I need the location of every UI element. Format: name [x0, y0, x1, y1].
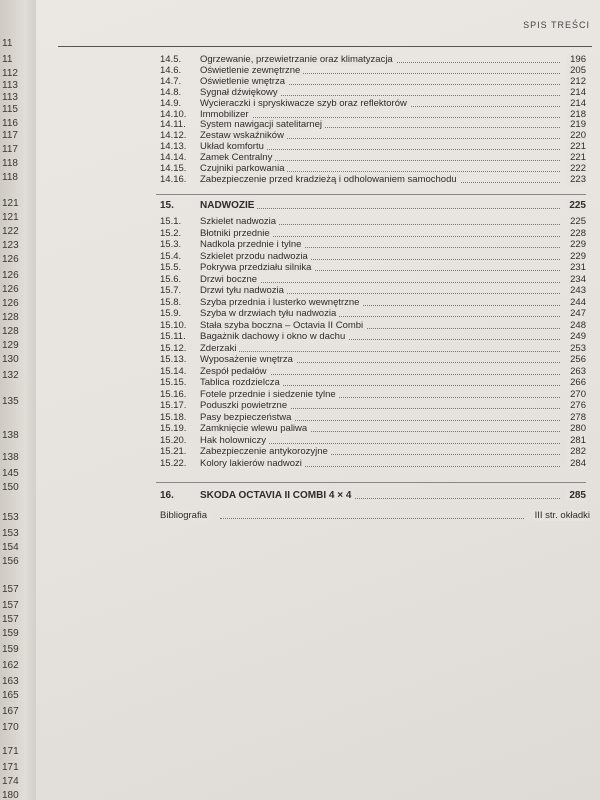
- entry-title: Poduszki powietrzne: [200, 400, 290, 411]
- entry-number: 14.9.: [160, 97, 182, 109]
- previous-page-edge: [0, 0, 36, 800]
- entry-title: Układ komfortu: [200, 141, 267, 152]
- prev-page-number: 123: [2, 240, 19, 251]
- prev-page-number: 128: [2, 312, 19, 323]
- toc-entry: [160, 308, 586, 320]
- prev-page-number: 157: [2, 614, 19, 625]
- entry-title: SKODA OCTAVIA II COMBI 4 × 4: [200, 490, 354, 501]
- entry-number: 14.8.: [160, 86, 182, 98]
- prev-page-number: 121: [2, 198, 19, 209]
- entry-title: Drzwi boczne: [200, 274, 260, 285]
- prev-page-number: 128: [2, 326, 19, 337]
- entry-title: NADWOZIE: [200, 200, 257, 211]
- entry-number: 15.20.: [160, 434, 187, 446]
- entry-page: 280: [567, 423, 586, 434]
- toc-page: [36, 0, 600, 800]
- entry-number: 14.5.: [160, 54, 182, 65]
- header-rule: [58, 46, 592, 47]
- entry-page: 231: [567, 262, 586, 273]
- toc-entry: [160, 297, 586, 309]
- entry-title: Pokrywa przedziału silnika: [200, 262, 314, 273]
- running-head: SPIS TREŚCI: [523, 20, 590, 30]
- entry-page: 221: [567, 152, 586, 163]
- prev-page-number: 165: [2, 690, 19, 701]
- entry-title: Zespół pedałów: [200, 366, 270, 377]
- prev-page-number: 126: [2, 298, 19, 309]
- entry-number: 15.1.: [160, 216, 182, 227]
- entry-page: 249: [567, 331, 586, 342]
- entry-page: 270: [567, 389, 586, 400]
- entry-title: Oświetlenie zewnętrzne: [200, 65, 303, 76]
- toc-entry: [160, 343, 586, 355]
- prev-page-number: 130: [2, 354, 19, 365]
- entry-number: 15.8.: [160, 296, 182, 308]
- toc-entry: [160, 458, 586, 470]
- prev-page-number: 162: [2, 660, 19, 671]
- entry-number: 16.: [160, 490, 174, 501]
- entry-page: 263: [567, 366, 586, 377]
- toc-entry: [160, 389, 586, 401]
- prev-page-number: 113: [2, 92, 18, 103]
- toc-entry: [160, 354, 586, 366]
- entry-title: Zabezpieczenie antykorozyjne: [200, 446, 331, 457]
- entry-number: 14.14.: [160, 152, 187, 164]
- entry-number: 15.16.: [160, 388, 187, 400]
- prev-page-number: 157: [2, 600, 19, 611]
- entry-page: 205: [567, 65, 586, 76]
- entry-page: 214: [567, 87, 586, 98]
- entry-title: System nawigacji satelitarnej: [200, 119, 325, 130]
- leader-dots: [200, 343, 560, 352]
- leader-dots: [220, 510, 524, 519]
- entry-number: 15.3.: [160, 239, 182, 250]
- toc-entry: [160, 228, 586, 240]
- toc-entry: [160, 331, 586, 343]
- entry-number: 15.4.: [160, 250, 182, 262]
- toc-entry: [160, 251, 586, 263]
- entry-page: 219: [567, 119, 586, 130]
- entry-title: Czujniki parkowania: [200, 163, 287, 174]
- entry-number: 15.14.: [160, 365, 187, 377]
- entry-title: Pasy bezpieczeństwa: [200, 412, 294, 423]
- prev-page-number: 171: [2, 762, 19, 773]
- prev-page-number: 117: [2, 130, 18, 141]
- entry-title: Sygnał dźwiękowy: [200, 87, 281, 98]
- entry-title: Hak holowniczy: [200, 435, 269, 446]
- toc-entry: [160, 174, 586, 186]
- prev-page-number: 122: [2, 226, 19, 237]
- prev-page-number: 116: [2, 118, 18, 129]
- entry-title: Ogrzewanie, przewietrzanie oraz klimatyzacja: [200, 54, 396, 65]
- entry-page: 234: [567, 274, 586, 285]
- entry-title: Szyba przednia i lusterko wewnętrzne: [200, 297, 362, 308]
- entry-number: 15.7.: [160, 285, 182, 296]
- entry-title: Wycieraczki i spryskiwacze szyb oraz reflektorów: [200, 98, 410, 109]
- prev-page-number: 129: [2, 340, 19, 351]
- entry-page: 282: [567, 446, 586, 457]
- entry-page: 221: [567, 141, 586, 152]
- entry-number: 14.12.: [160, 130, 187, 142]
- prev-page-number: 121: [2, 212, 19, 223]
- entry-number: 15.2.: [160, 227, 182, 239]
- entry-title: Zamek Centralny: [200, 152, 275, 163]
- prev-page-number: 157: [2, 584, 19, 595]
- entry-title: Bagażnik dachowy i okno w dachu: [200, 331, 348, 342]
- entry-number: 14.7.: [160, 75, 182, 87]
- toc-entry: [160, 366, 586, 378]
- entry-number: 14.15.: [160, 163, 187, 174]
- entry-title: Stała szyba boczna – Octavia II Combi: [200, 320, 366, 331]
- prev-page-number: 126: [2, 270, 19, 281]
- entry-title: Drzwi tyłu nadwozia: [200, 285, 287, 296]
- entry-number: 15.17.: [160, 400, 187, 411]
- entry-page: 284: [567, 458, 586, 469]
- entry-page: 225: [566, 200, 586, 211]
- entry-page: 212: [567, 76, 586, 87]
- entry-page: 276: [567, 400, 586, 411]
- entry-page: 222: [567, 163, 586, 174]
- prev-page-number: 138: [2, 452, 19, 463]
- prev-page-number: 11: [2, 38, 13, 49]
- toc-entry: [160, 446, 586, 458]
- entry-number: 15.10.: [160, 319, 187, 331]
- entry-page: 247: [567, 308, 586, 319]
- prev-page-number: 170: [2, 722, 19, 733]
- prev-page-number: 126: [2, 284, 19, 295]
- prev-page-number: 153: [2, 528, 19, 539]
- prev-page-number: 171: [2, 746, 19, 757]
- prev-page-number: 115: [2, 104, 18, 115]
- entry-number: 15.21.: [160, 446, 187, 457]
- toc-entry: [160, 274, 586, 286]
- prev-page-number: 174: [2, 776, 19, 787]
- entry-page: 196: [567, 54, 586, 65]
- entry-title: Oświetlenie wnętrza: [200, 76, 288, 87]
- prev-page-number: 135: [2, 396, 19, 407]
- entry-number: 14.6.: [160, 64, 182, 76]
- prev-page-number: 145: [2, 468, 19, 479]
- toc-entry: [160, 412, 586, 424]
- prev-page-number: 159: [2, 628, 19, 639]
- prev-page-number: 11: [2, 54, 13, 65]
- entry-page: 218: [567, 109, 586, 120]
- toc-entry: [160, 435, 586, 447]
- entry-page: 220: [567, 130, 586, 141]
- section-divider: [156, 482, 586, 483]
- prev-page-number: 132: [2, 370, 19, 381]
- prev-page-number: 154: [2, 542, 19, 553]
- entry-page: 278: [567, 412, 586, 423]
- entry-title: Szkielet nadwozia: [200, 216, 279, 227]
- toc-entry: [160, 490, 586, 502]
- entry-page: 248: [567, 320, 586, 331]
- entry-title: Immobilizer: [200, 109, 252, 120]
- prev-page-number: 117: [2, 144, 18, 155]
- toc-entry: [160, 285, 586, 297]
- entry-page: 256: [567, 354, 586, 365]
- entry-page: 266: [567, 377, 586, 388]
- entry-number: 15.12.: [160, 342, 187, 354]
- entry-number: 15.18.: [160, 411, 187, 423]
- prev-page-number: 138: [2, 430, 19, 441]
- entry-title: Wyposażenie wnętrza: [200, 354, 296, 365]
- entry-page: 228: [567, 228, 586, 239]
- entry-number: 15.13.: [160, 354, 187, 365]
- leader-dots: [200, 109, 560, 118]
- entry-page: 214: [567, 98, 586, 109]
- entry-number: 14.13.: [160, 141, 187, 153]
- prev-page-number: 156: [2, 556, 19, 567]
- toc-entry: [160, 200, 586, 212]
- entry-title: Tablica rozdzielcza: [200, 377, 283, 388]
- entry-title: Szkielet przodu nadwozia: [200, 251, 311, 262]
- entry-number: 15.19.: [160, 423, 187, 434]
- entry-number: 15.6.: [160, 273, 182, 285]
- entry-title: Fotele przednie i siedzenie tylne: [200, 389, 339, 400]
- prev-page-number: 167: [2, 706, 19, 717]
- toc-entry: [160, 320, 586, 332]
- entry-number: 15.22.: [160, 457, 187, 469]
- toc-entry: [160, 400, 586, 412]
- toc-entry: [160, 262, 586, 274]
- prev-page-number: 153: [2, 512, 19, 523]
- entry-title: Zabezpieczenie przed kradzieżą i odholowaniem samochodu: [200, 174, 460, 185]
- prev-page-number: 180: [2, 790, 19, 800]
- toc-entry: [160, 423, 586, 435]
- prev-page-number: 118: [2, 172, 18, 183]
- entry-title: Szyba w drzwiach tyłu nadwozia: [200, 308, 339, 319]
- toc-entry: [160, 216, 586, 228]
- entry-title: Zamknięcie wlewu paliwa: [200, 423, 310, 434]
- entry-title: Bibliografia: [160, 510, 210, 521]
- entry-page: 243: [567, 285, 586, 296]
- toc-entry: [160, 239, 586, 251]
- entry-title: Zderzaki: [200, 343, 239, 354]
- entry-title: Kolory lakierów nadwozi: [200, 458, 305, 469]
- entry-number: 14.10.: [160, 108, 187, 120]
- entry-title: Błotniki przednie: [200, 228, 273, 239]
- entry-page: III str. okładki: [532, 510, 590, 521]
- prev-page-number: 159: [2, 644, 19, 655]
- entry-number: 14.11.: [160, 119, 186, 131]
- entry-title: Nadkola przednie i tylne: [200, 239, 304, 250]
- entry-page: 281: [567, 435, 586, 446]
- entry-page: 229: [567, 251, 586, 262]
- prev-page-number: 163: [2, 676, 19, 687]
- entry-page: 225: [567, 216, 586, 227]
- entry-page: 229: [567, 239, 586, 250]
- prev-page-number: 118: [2, 158, 18, 169]
- prev-page-number: 113: [2, 80, 18, 91]
- entry-number: 15.15.: [160, 377, 187, 388]
- entry-title: Zestaw wskaźników: [200, 130, 287, 141]
- entry-number: 14.16.: [160, 173, 187, 185]
- prev-page-number: 112: [2, 68, 18, 79]
- entry-number: 15.: [160, 200, 174, 211]
- entry-number: 15.5.: [160, 262, 182, 273]
- entry-page: 244: [567, 297, 586, 308]
- section-divider: [156, 194, 586, 195]
- entry-number: 15.9.: [160, 308, 182, 319]
- entry-page: 253: [567, 343, 586, 354]
- toc-entry: [160, 510, 590, 522]
- prev-page-number: 150: [2, 482, 19, 493]
- entry-number: 15.11.: [160, 331, 186, 342]
- toc-entry: [160, 377, 586, 389]
- entry-page: 285: [566, 490, 586, 501]
- prev-page-number: 126: [2, 254, 19, 265]
- entry-page: 223: [567, 174, 586, 185]
